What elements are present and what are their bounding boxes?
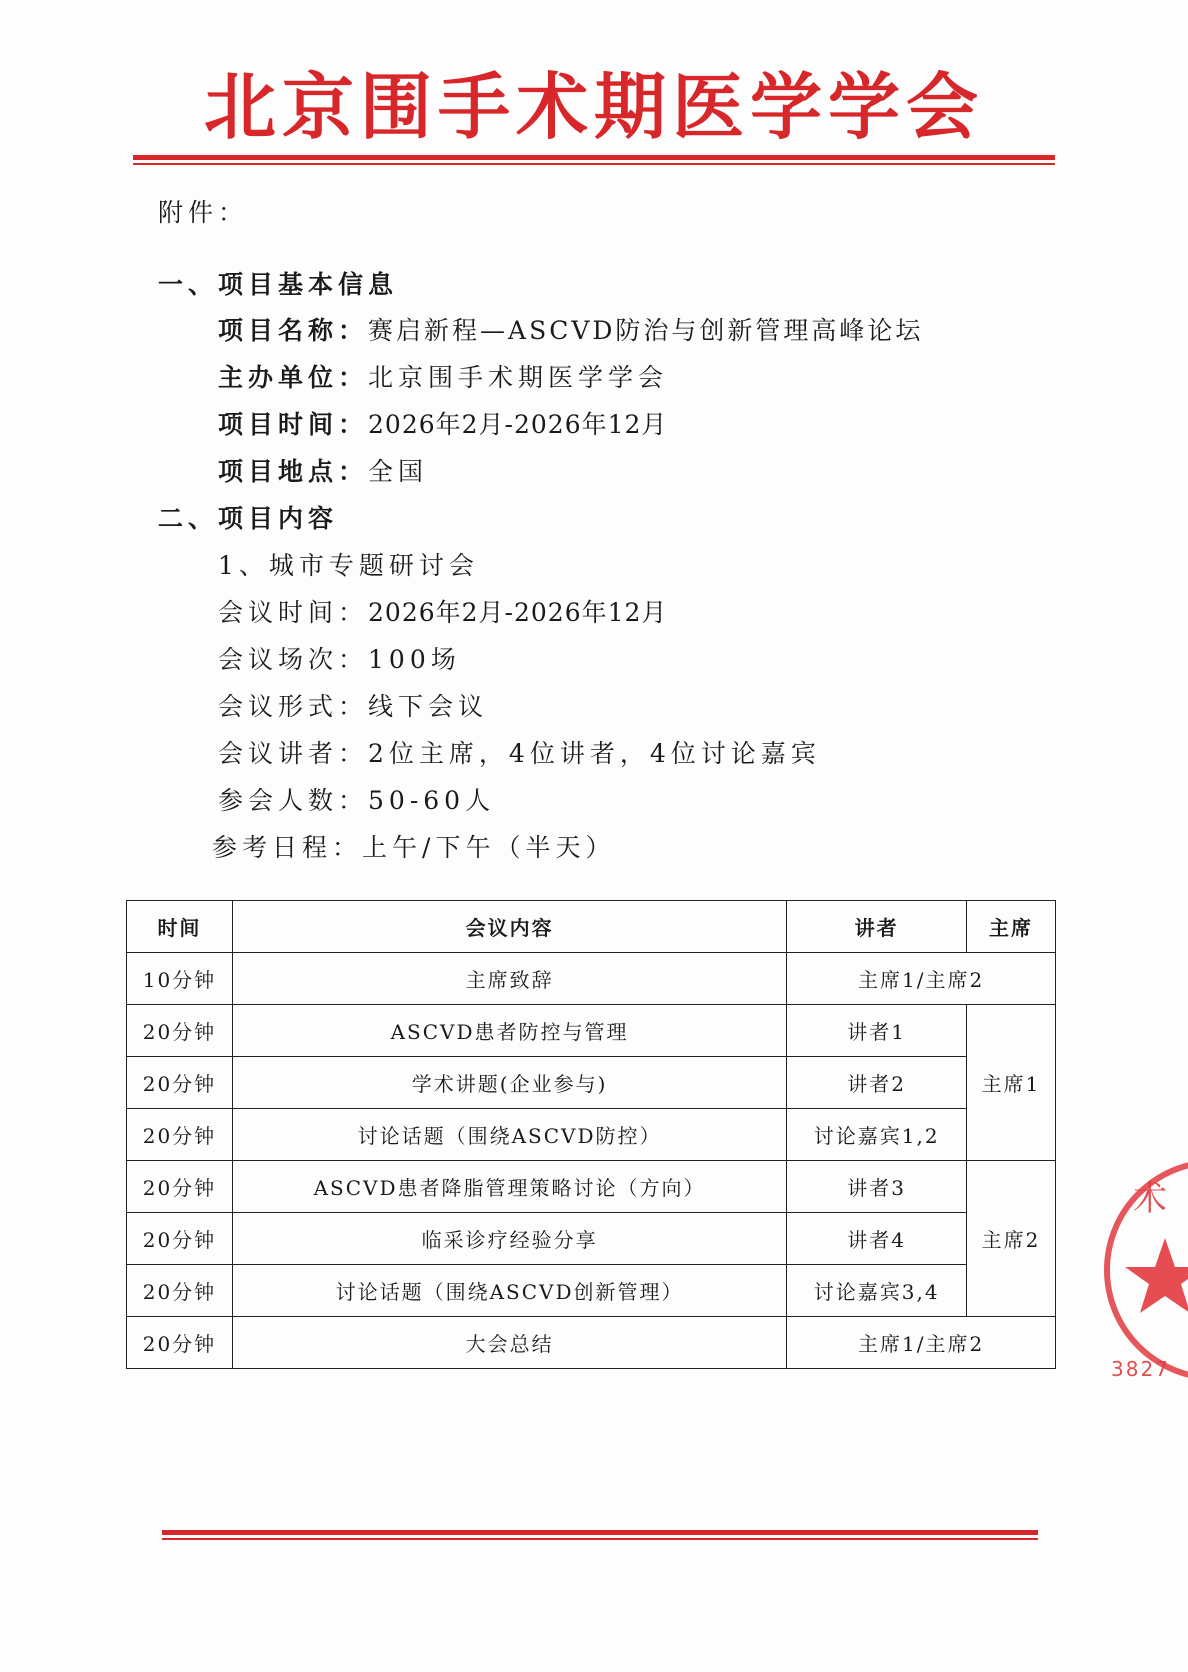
attachment-label: 附件： xyxy=(158,198,249,227)
field-value: 北京围手术期医学学会 xyxy=(368,363,669,392)
field-label: 会议场次： xyxy=(218,645,369,674)
field-label: 会议时间： xyxy=(218,598,369,627)
field-label: 项目名称： xyxy=(218,316,369,345)
field-value: 50-60人 xyxy=(368,786,496,815)
cell-content: 讨论话题（围绕ASCVD创新管理） xyxy=(232,1265,786,1317)
field-label: 参考日程： xyxy=(212,833,363,862)
section2-subheading: 1、城市专题研讨会 xyxy=(218,551,479,580)
cell-time: 20分钟 xyxy=(127,1317,233,1369)
cell-speaker: 讲者3 xyxy=(787,1161,967,1213)
cell-speaker: 主席1/主席2 xyxy=(787,1317,1056,1369)
letterhead-title: 北京围手术期医学学会 xyxy=(203,64,984,149)
cell-time: 10分钟 xyxy=(127,953,233,1005)
field-project-time xyxy=(218,408,667,442)
field-label: 参会人数： xyxy=(218,786,369,815)
field-attendees xyxy=(218,784,495,818)
field-value: 2026年2月-2026年12月 xyxy=(368,598,668,627)
cell-time: 20分钟 xyxy=(127,1161,233,1213)
cell-time: 20分钟 xyxy=(127,1005,233,1057)
field-meeting-time xyxy=(218,596,667,630)
field-label: 主办单位： xyxy=(218,363,369,392)
cell-speaker: 主席1/主席2 xyxy=(787,953,1056,1005)
cell-content: 临采诊疗经验分享 xyxy=(232,1213,786,1265)
cell-content: 主席致辞 xyxy=(232,953,786,1005)
table-row xyxy=(127,1213,1056,1265)
seal-text-fragment: 术 xyxy=(1133,1179,1167,1219)
header-content: 会议内容 xyxy=(232,901,786,953)
field-meeting-format xyxy=(218,690,488,724)
cell-content: 讨论话题（围绕ASCVD防控） xyxy=(232,1109,786,1161)
header-time: 时间 xyxy=(127,901,233,953)
field-organizer xyxy=(218,361,668,395)
cell-speaker: 讨论嘉宾1,2 xyxy=(787,1109,967,1161)
table-row xyxy=(127,1161,1056,1213)
cell-chair: 主席2 xyxy=(967,1161,1056,1317)
header-chair: 主席 xyxy=(967,901,1056,953)
field-reference-schedule xyxy=(212,831,615,865)
schedule-table xyxy=(126,900,1056,1369)
cell-time: 20分钟 xyxy=(127,1057,233,1109)
table-row xyxy=(127,1057,1056,1109)
table-row xyxy=(127,1265,1056,1317)
cell-speaker: 讲者1 xyxy=(787,1005,967,1057)
cell-content: 大会总结 xyxy=(232,1317,786,1369)
cell-content: 学术讲题(企业参与) xyxy=(232,1057,786,1109)
field-meeting-speakers xyxy=(218,737,821,771)
field-label: 会议讲者： xyxy=(218,739,369,768)
field-value: 上午/下午（半天） xyxy=(362,833,616,862)
header-speaker: 讲者 xyxy=(787,901,967,953)
table-row xyxy=(127,953,1056,1005)
field-value: 100场 xyxy=(368,645,461,674)
cell-speaker: 讲者4 xyxy=(787,1213,967,1265)
field-value: 线下会议 xyxy=(368,692,489,721)
table-row xyxy=(127,1317,1056,1369)
cell-content: ASCVD患者降脂管理策略讨论（方向） xyxy=(232,1161,786,1213)
field-value: 2026年2月-2026年12月 xyxy=(368,410,668,439)
field-project-location xyxy=(218,455,428,489)
field-value: 2位主席，4位讲者，4位讨论嘉宾 xyxy=(368,739,821,768)
seal-star xyxy=(1125,1238,1188,1313)
seal-number-fragment: 3827 xyxy=(1111,1357,1170,1381)
cell-time: 20分钟 xyxy=(127,1265,233,1317)
field-label: 项目地点： xyxy=(218,457,369,486)
table-row xyxy=(127,1109,1056,1161)
cell-content: ASCVD患者防控与管理 xyxy=(232,1005,786,1057)
cell-time: 20分钟 xyxy=(127,1109,233,1161)
section2-heading: 二、项目内容 xyxy=(158,504,339,533)
section1-heading: 一、项目基本信息 xyxy=(158,270,399,299)
table-row xyxy=(127,1005,1056,1057)
official-seal xyxy=(1105,1150,1188,1390)
field-label: 项目时间： xyxy=(218,410,369,439)
cell-speaker: 讲者2 xyxy=(787,1057,967,1109)
field-value: 赛启新程—ASCVD防治与创新管理高峰论坛 xyxy=(368,316,924,345)
field-label: 会议形式： xyxy=(218,692,369,721)
cell-chair: 主席1 xyxy=(967,1005,1056,1161)
field-project-name xyxy=(218,314,923,348)
cell-time: 20分钟 xyxy=(127,1213,233,1265)
table-header-row xyxy=(127,901,1056,953)
cell-speaker: 讨论嘉宾3,4 xyxy=(787,1265,967,1317)
field-meeting-count xyxy=(218,643,461,677)
field-value: 全国 xyxy=(368,457,429,486)
